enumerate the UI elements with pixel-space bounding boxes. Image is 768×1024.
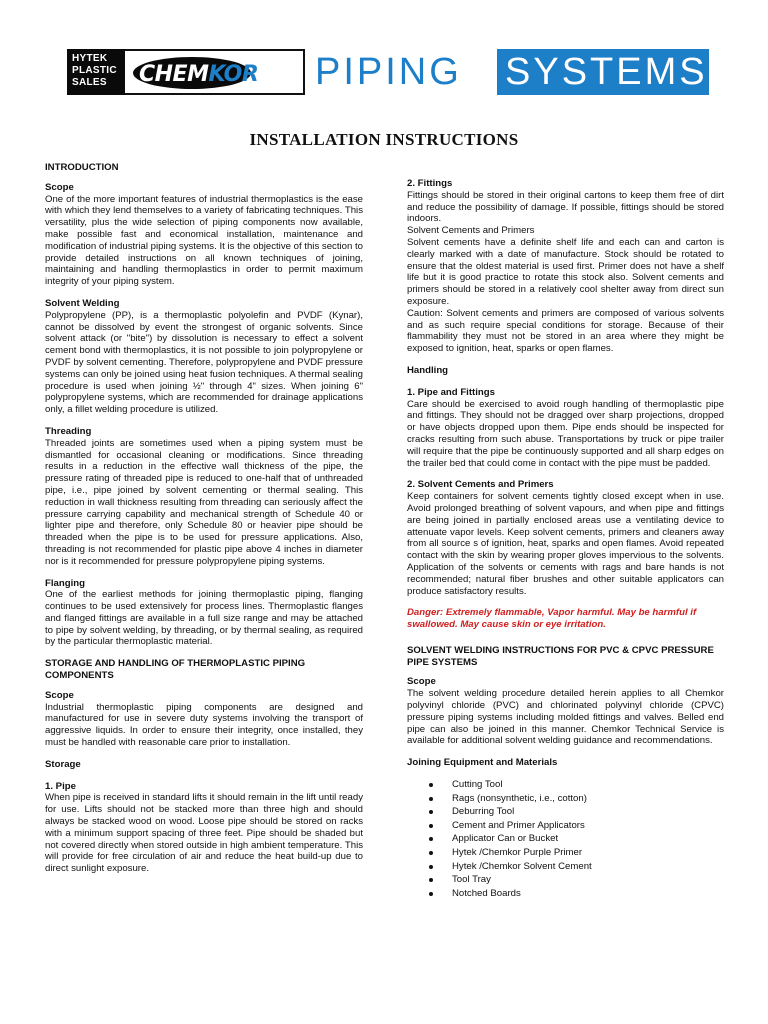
hytek-logo-block: [67, 49, 125, 95]
hytek-line: SALES: [72, 77, 107, 88]
pipe-text: When pipe is received in standard lifts it should remain in the lift until ready for use. Lifts should not be stacked more than three high and should always be stacked wood on wood. Loose pipe should be stored on racks with a minimum support spacing of three feet. Pipe should be shaded but not covered directly when stored outside in high ambient temperature. This will provide for free circulation of air and reduce the heat build-up due to direct sunlight exposure.: [45, 792, 363, 875]
pipe-fittings-heading: 1. Pipe and Fittings: [407, 386, 495, 398]
bullet-dot-icon: [429, 797, 433, 801]
bullet-dot-icon: [429, 892, 433, 896]
threading-text: Threaded joints are sometimes used when a piping system must be dismantled for occasional cleaning or modifications. Since threading results in a reduction in the effective wall thickness of the pipe, the pressure rating of threaded pipe is reduced to one-half that of unthreaded pipe, i.e., pipe joined by solvent cementing or thermal sealing. This reduction in wall thickness resulting from threading can seriously affect the pressure carrying capability and mechanical strength of Schedule 40 or lighter pipe and therefore, only Schedule 80 or heavier pipe should be threaded when the pipe is to be used for pressure applications. Also, threading is not recommended for plastic pipe above 4 inches in diameter nor is it recommended for pressure polypropylene piping systems.: [45, 437, 363, 567]
pipe-heading: 1. Pipe: [45, 780, 76, 792]
scope2-text: Industrial thermoplastic piping components are designed and manufactured for use in severe duty systems involving the transport of aggressive liquids. In order to ensure their integrity, once installed, they must be handled with reasonable care prior to installation.: [45, 701, 363, 749]
fittings-heading: 2. Fittings: [407, 178, 453, 189]
handling-heading: Handling: [407, 364, 449, 376]
scope2-heading: Scope: [45, 689, 74, 701]
list-item: [407, 793, 724, 805]
list-item: [407, 874, 724, 886]
solvent-welding-section-heading: SOLVENT WELDING INSTRUCTIONS FOR PVC & CPVC PRESSURE PIPE SYSTEMS: [407, 644, 714, 668]
bullet-dot-icon: [429, 865, 433, 869]
cements-primers-heading: 2. Solvent Cements and Primers: [407, 479, 554, 491]
equipment-heading: Joining Equipment and Materials: [407, 757, 558, 769]
list-item: [407, 861, 724, 873]
list-item-label: Rags (nonsynthetic, i.e., cotton): [452, 792, 587, 804]
list-item-label: Applicator Can or Bucket: [452, 833, 559, 845]
scope3-text: The solvent welding procedure detailed herein applies to all Chemkor polyvinyl chloride (PVC) and chlorinated polyvinyl chloride (CPVC) pressure piping systems including molded fittings and valves. Belled end pipe can also be joined in this manner. Chemkor Technical Service is available for additional solvent welding guidance and recommendations.: [407, 688, 724, 747]
scope-text: One of the more important features of industrial thermoplastics is the ease with which they lend themselves to a variety of fabricating techniques. This versatility, plus the wide selection of piping components now available, make possible fast and economical installation, maintenance and modification of industrial piping systems. It is the objective of this section to provide detailed instructions on all known techniques of joining, maintaining and handling thermoplastics in order to permit maximum integrity of your piping system.: [45, 193, 363, 288]
hytek-line: HYTEK: [72, 53, 108, 64]
danger-warning: Danger: Extremely flammable, Vapor harmful. May be harmful if swallowed. May cause skin or eye irritation.: [407, 607, 697, 631]
list-item: [407, 779, 724, 791]
caution-text: Caution: Solvent cements and primers are composed of various solvents and as such require special conditions for storage. Because of their flammability they must not be stored in an area where they might be exposed to ignition, heat, sparks or open flames.: [407, 307, 724, 355]
systems-box: [497, 49, 709, 95]
list-item-label: Cement and Primer Applicators: [452, 819, 585, 831]
page-title: INSTALLATION INSTRUCTIONS: [249, 130, 519, 149]
chemkor-logo-part1: CHEM: [139, 62, 209, 87]
solvent-cements-line: Solvent Cements and Primers: [407, 225, 535, 237]
flanging-text: One of the earliest methods for joining thermoplastic piping, flanging continues to be used extensively for process lines. Thermoplastic flanges and flanged fittings are available in a full size range and may be attached to pipe by solvent welding, by threading, or by thermal sealing, as required by the particular thermoplastic material.: [45, 589, 363, 648]
solvent-welding-heading: Solvent Welding: [45, 297, 120, 309]
bullet-dot-icon: [429, 783, 433, 787]
list-item-label: Hytek /Chemkor Purple Primer: [452, 847, 583, 859]
scope-heading: Scope: [45, 181, 74, 193]
list-item-label: Cutting Tool: [452, 779, 503, 791]
solvent-cements-text: Solvent cements have a definite shelf life and each can and carton is clearly marked with a date of manufacture. Stock should be rotated to ensure that the oldest material is used first. Primer does not have a shelf life but it is good practice to rotate this stock also. Solvent cements and primers should be stored in a relatively cool shelter away from direct sun exposure.: [407, 236, 724, 307]
list-item-label: Notched Boards: [452, 887, 521, 899]
equipment-list: [407, 779, 724, 900]
bullet-dot-icon: [429, 810, 433, 814]
introduction-heading: INTRODUCTION: [45, 162, 119, 173]
cements-primers-text: Keep containers for solvent cements tightly closed except when in use. Avoid prolonged breathing of solvent vapours, and when pipe and fittings are being joined in partially enclosed areas use a ventilating device to attenuate vapor levels. Keep solvent cements, primers and cleaners away from all source s of ignition, heat, sparks and open flames. Avoid repeated contact with the skin by wearing proper gloves impervious to the solvents. Application of the solvents or cements with rags and bare hands is not recommended; natural fiber brushes and other suitable applicators can produce satisfactory results.: [407, 491, 724, 597]
chemkor-logo-part2: KOR: [208, 62, 259, 87]
bullet-dot-icon: [429, 878, 433, 882]
list-item-label: Hytek /Chemkor Solvent Cement: [452, 860, 592, 872]
list-item: [407, 847, 724, 859]
storage-heading: Storage: [45, 758, 81, 770]
list-item: [407, 806, 724, 818]
chemkor-logo: [125, 49, 305, 95]
solvent-welding-text: Polypropylene (PP), is a thermoplastic polyolefin and PVDF (Kynar), cannot be dissolved by event the strongest of organic solvents. Since solvent attack (or "bite") by dissolution is necessary to effect a solvent cement bond with thermoplastics, it is not possible to join polypropylene or PVDF by solvent cementing. Therefore, polypropylene and PVDF pressure systems can only be joined using heat fusion techniques. A thermal sealing procedure is used when joining ½" through 4" sizes. When joining 6" polypropylene systems, which are recommended for drainage applications only, a fillet welding procedure is utilized.: [45, 309, 363, 416]
threading-heading: Threading: [45, 425, 92, 437]
flanging-heading: Flanging: [45, 577, 85, 589]
list-item-label: Tool Tray: [452, 874, 491, 886]
chemkor-logo-text: [139, 62, 258, 87]
right-column: [407, 178, 724, 901]
bullet-dot-icon: [429, 851, 433, 855]
bullet-dot-icon: [429, 837, 433, 841]
fittings-text: Fittings should be stored in their original cartons to keep them free of dirt and reduce the possibility of damage. If possible, fittings should be stored indoors.: [407, 189, 724, 225]
systems-word: SYSTEMS: [505, 51, 708, 93]
left-column: [45, 162, 363, 885]
list-item: [407, 833, 724, 845]
bullet-dot-icon: [429, 824, 433, 828]
pipe-fittings-text: Care should be exercised to avoid rough handling of thermoplastic pipe and fittings. They should not be dragged over sharp projections, dropped or have objects dropped upon them. Pipe ends should be inspected for cracks resulting from such abuse. Transportations by truck or pipe trailer will require that the pipe be continuously supported and all sharp edges on the trailer bed that could come in contact with the pipe must be padded.: [407, 398, 724, 469]
list-item: [407, 888, 724, 900]
storage-handling-section-heading: STORAGE AND HANDLING OF THERMOPLASTIC PIPING COMPONENTS: [45, 658, 306, 682]
piping-word: PIPING: [315, 51, 462, 93]
company-logo-banner: [67, 49, 709, 95]
scope3-heading: Scope: [407, 676, 436, 688]
list-item-label: Deburring Tool: [452, 806, 515, 818]
hytek-line: PLASTIC: [72, 65, 117, 76]
list-item: [407, 820, 724, 832]
